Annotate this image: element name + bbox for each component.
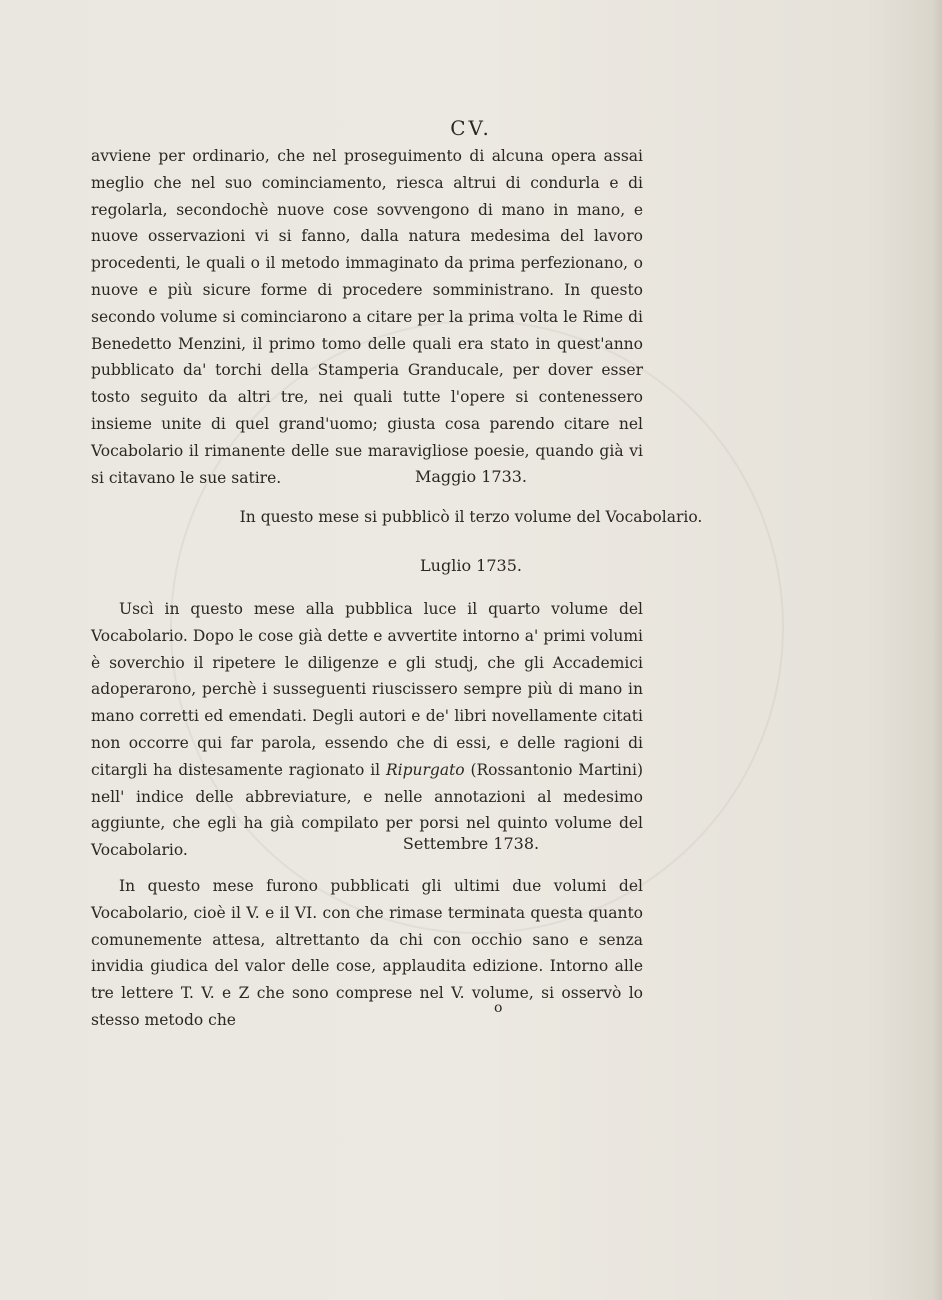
luglio-text-start: Uscì in questo mese alla pubblica luce il quarto volume del Vocabolario. Dopo le cose già dette e avvertite intorno a' primi volumi è soverchio il ripetere le diligenze e gli studj, che gli Accademici adoperarono, perchè i susseguenti riuscissero sempre più di mano in mano corretti ed emendati. Degli autori e de' libri novellamente citati non occorre qui far parola, essendo che di essi, e delle ragioni di citargli ha distesamente ragionato il — [91, 600, 643, 779]
luglio-text-end: (Rossantonio Martini) nell' indice delle abbreviature, e nelle annotazioni al medesimo aggiunte, che egli ha già compilato per porsi nel quinto volume del Vocabolario. — [91, 760, 644, 860]
intro-text: avviene per ordinario, che nel proseguimento di alcuna opera assai meglio che nel suo cominciamento, riesca altrui di condurla e di regolarla, secondochè nuove cose sovvengono di mano in mano, e nuove osservazioni vi si fanno, dalla natura medesima del lavoro procedenti, le quali o il metodo immaginato da prima perfezionano, o nuove e più sicure forme di procedere somministrano. In questo secondo volume si cominciarono a citare per la prima volta le Rime di Benedetto Menzini, il primo tomo delle quali era stato in quest'anno pubblicato da' torchi della Stamperia Granducale, per dover esser tosto seguito da altri tre, nei quali tutte l'opere si contenessero insieme unite di quel grand'uomo; giusta cosa parendo citare nel Vocabolario il rimanente delle sue maravigliose poesie, quando già vi si citavano le sue satire. — [91, 147, 643, 487]
intro-paragraph — [91, 143, 643, 491]
catchword: o — [494, 1000, 503, 1016]
heading-settembre: Settembre 1738. — [402, 834, 540, 853]
text-luglio — [91, 596, 643, 864]
text-settembre: In questo mese furono pubblicati gli ultimi due volumi del Vocabolario, cioè il V. e il VI. con che rimase terminata questa quanto comunemente attesa, altrettanto da chi con occhio sano e senza invidia giudica del valor delle cose, applaudita edizione. Intorno alle tre lettere T. V. e Z che sono comprese nel V. volume, si osservò lo stesso metodo che — [91, 877, 643, 1029]
page-number: CV. — [450, 116, 492, 140]
paragraph-settembre — [91, 873, 643, 1034]
italic-ripurgato: Ripurgato — [385, 760, 465, 779]
heading-maggio: Maggio 1733. — [414, 467, 528, 486]
heading-luglio: Luglio 1735. — [420, 556, 522, 575]
paragraph-luglio — [91, 596, 643, 864]
page-edge-shadow — [932, 0, 942, 1300]
text-maggio: In questo mese si pubblicò il terzo volume del Vocabolario. — [239, 508, 703, 526]
